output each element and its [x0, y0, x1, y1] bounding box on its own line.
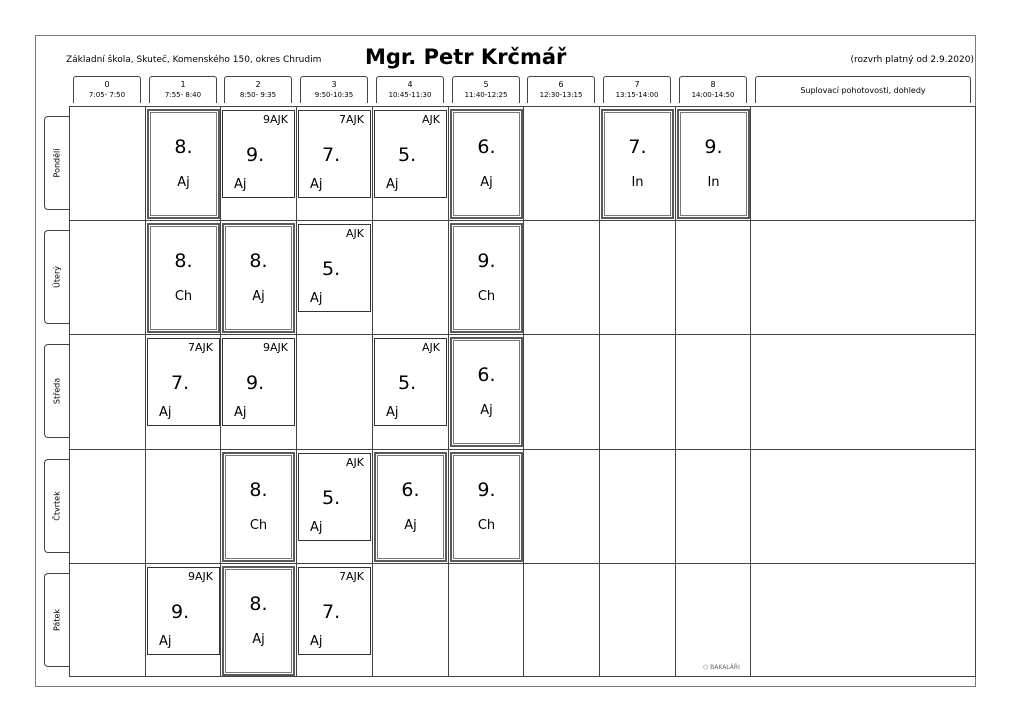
lesson-card[interactable]	[601, 109, 674, 219]
lesson-subject: Aj	[404, 518, 417, 533]
lesson-card[interactable]	[374, 110, 447, 198]
lesson-class: 8.	[249, 250, 268, 272]
period-number: 2	[255, 80, 261, 89]
lesson-subject: Aj	[386, 177, 399, 192]
period-time: 9:50-10:35	[314, 91, 354, 99]
lesson-card[interactable]	[298, 567, 371, 655]
period-header-5	[452, 76, 520, 103]
period-time: 8:50- 9:35	[239, 91, 277, 99]
grid-column-line	[599, 106, 600, 677]
lesson-card[interactable]	[222, 338, 295, 426]
period-number: 1	[180, 80, 186, 89]
day-label-2	[44, 344, 69, 438]
lesson-group: 7AJK	[339, 113, 364, 126]
day-name: Pondělí	[52, 148, 62, 178]
validity-note: (rozvrh platný od 2.9.2020)	[850, 55, 974, 65]
period-time: 7:55- 8:40	[164, 91, 202, 99]
lesson-subject: Aj	[159, 405, 172, 420]
lesson-class: 9.	[704, 136, 723, 158]
period-number: 7	[634, 80, 640, 89]
period-number: 4	[407, 80, 413, 89]
lesson-class: 5.	[322, 258, 341, 280]
lesson-subject: Ch	[477, 518, 496, 533]
lesson-card[interactable]	[450, 337, 523, 447]
lesson-card[interactable]	[147, 109, 220, 219]
lesson-group: 7AJK	[188, 341, 213, 354]
lesson-subject: Aj	[159, 634, 172, 649]
lesson-group: 9AJK	[188, 570, 213, 583]
period-number: 8	[710, 80, 716, 89]
day-name: Čtvrtek	[52, 491, 62, 521]
lesson-subject: Aj	[252, 632, 265, 647]
grid-row-line	[69, 334, 976, 335]
grid-column-line	[523, 106, 524, 677]
lesson-class: 9.	[477, 479, 496, 501]
lesson-class: 5.	[398, 372, 417, 394]
lesson-class: 9.	[477, 250, 496, 272]
lesson-card[interactable]	[450, 452, 523, 562]
lesson-class: 5.	[398, 144, 417, 166]
lesson-subject: Aj	[177, 175, 190, 190]
grid-row-line	[69, 563, 976, 564]
lesson-group: AJK	[422, 113, 440, 126]
lesson-subject: Aj	[386, 405, 399, 420]
period-time: 7:05- 7:50	[88, 91, 126, 99]
period-number: 3	[331, 80, 337, 89]
lesson-class: 9.	[246, 372, 265, 394]
lesson-class: 7.	[171, 372, 190, 394]
period-header-6	[527, 76, 595, 103]
lesson-card[interactable]	[222, 452, 295, 562]
lesson-class: 8.	[174, 136, 193, 158]
lesson-subject: Aj	[310, 634, 323, 649]
grid-column-line	[448, 106, 449, 677]
period-time: 13:15-14:00	[615, 91, 659, 99]
day-name: Pátek	[52, 608, 62, 632]
day-label-1	[44, 230, 69, 324]
lesson-subject: Aj	[310, 291, 323, 306]
grid-column-line	[750, 106, 751, 677]
lesson-class: 9.	[246, 144, 265, 166]
period-header-8	[679, 76, 747, 103]
lesson-card[interactable]	[147, 338, 220, 426]
lesson-card[interactable]	[147, 567, 220, 655]
lesson-card[interactable]	[222, 566, 295, 676]
period-time: 11:40-12:25	[464, 91, 508, 99]
period-header-1	[149, 76, 217, 103]
lesson-class: 6.	[401, 479, 420, 501]
lesson-group: AJK	[422, 341, 440, 354]
day-name: Středa	[52, 377, 62, 405]
lesson-card[interactable]	[450, 109, 523, 219]
lesson-card[interactable]	[677, 109, 750, 219]
lesson-card[interactable]	[450, 223, 523, 333]
lesson-class: 7.	[322, 144, 341, 166]
day-label-0	[44, 116, 69, 210]
lesson-subject: Ch	[249, 518, 268, 533]
timetable-grid	[69, 106, 976, 677]
grid-row-line	[69, 449, 976, 450]
grid-column-line	[296, 106, 297, 677]
lesson-card[interactable]	[298, 224, 371, 312]
lesson-subject: Ch	[174, 289, 193, 304]
teacher-name: Mgr. Petr Krčmář	[365, 45, 567, 69]
lesson-class: 5.	[322, 487, 341, 509]
grid-column-line	[675, 106, 676, 677]
period-number: 0	[104, 80, 110, 89]
lesson-group: AJK	[346, 456, 364, 469]
lesson-card[interactable]	[374, 338, 447, 426]
grid-column-line	[220, 106, 221, 677]
lesson-subject: Ch	[477, 289, 496, 304]
bakalari-logo	[703, 664, 740, 671]
lesson-subject: Aj	[480, 403, 493, 418]
lesson-class: 9.	[171, 601, 190, 623]
lesson-group: 7AJK	[339, 570, 364, 583]
lesson-subject: In	[707, 175, 720, 190]
day-name: Úterý	[52, 266, 62, 288]
lesson-card[interactable]	[374, 452, 447, 562]
period-time: 14:00-14:50	[691, 91, 735, 99]
logo-icon: ⬡	[703, 664, 711, 671]
lesson-class: 6.	[477, 364, 496, 386]
lesson-subject: Aj	[234, 405, 247, 420]
day-label-3	[44, 459, 69, 553]
lesson-card[interactable]	[147, 223, 220, 333]
lesson-subject: In	[631, 175, 644, 190]
lesson-class: 7.	[322, 601, 341, 623]
logo-text: BAKALÁŘI	[710, 664, 740, 671]
supl-header: Suplovací pohotovosti, dohledy	[755, 76, 971, 103]
period-number: 6	[558, 80, 564, 89]
period-header-2	[224, 76, 292, 103]
lesson-card[interactable]	[222, 223, 295, 333]
period-time: 10:45-11:30	[388, 91, 432, 99]
grid-column-line	[372, 106, 373, 677]
grid-column-line	[145, 106, 146, 677]
period-header-0	[73, 76, 141, 103]
period-number: 5	[483, 80, 489, 89]
lesson-card[interactable]	[298, 453, 371, 541]
day-label-4	[44, 573, 69, 667]
lesson-subject: Aj	[310, 177, 323, 192]
lesson-card[interactable]	[222, 110, 295, 198]
lesson-subject: Aj	[252, 289, 265, 304]
lesson-card[interactable]	[298, 110, 371, 198]
lesson-class: 6.	[477, 136, 496, 158]
lesson-subject: Aj	[234, 177, 247, 192]
period-header-3	[300, 76, 368, 103]
lesson-group: 9AJK	[263, 113, 288, 126]
lesson-group: AJK	[346, 227, 364, 240]
lesson-class: 8.	[249, 479, 268, 501]
lesson-class: 7.	[628, 136, 647, 158]
lesson-class: 8.	[249, 593, 268, 615]
lesson-group: 9AJK	[263, 341, 288, 354]
period-time: 12:30-13:15	[539, 91, 583, 99]
lesson-class: 8.	[174, 250, 193, 272]
school-name: Základní škola, Skuteč, Komenského 150, okres Chrudim	[66, 55, 322, 65]
grid-row-line	[69, 220, 976, 221]
lesson-subject: Aj	[310, 520, 323, 535]
period-header-7	[603, 76, 671, 103]
period-header-4	[376, 76, 444, 103]
lesson-subject: Aj	[480, 175, 493, 190]
